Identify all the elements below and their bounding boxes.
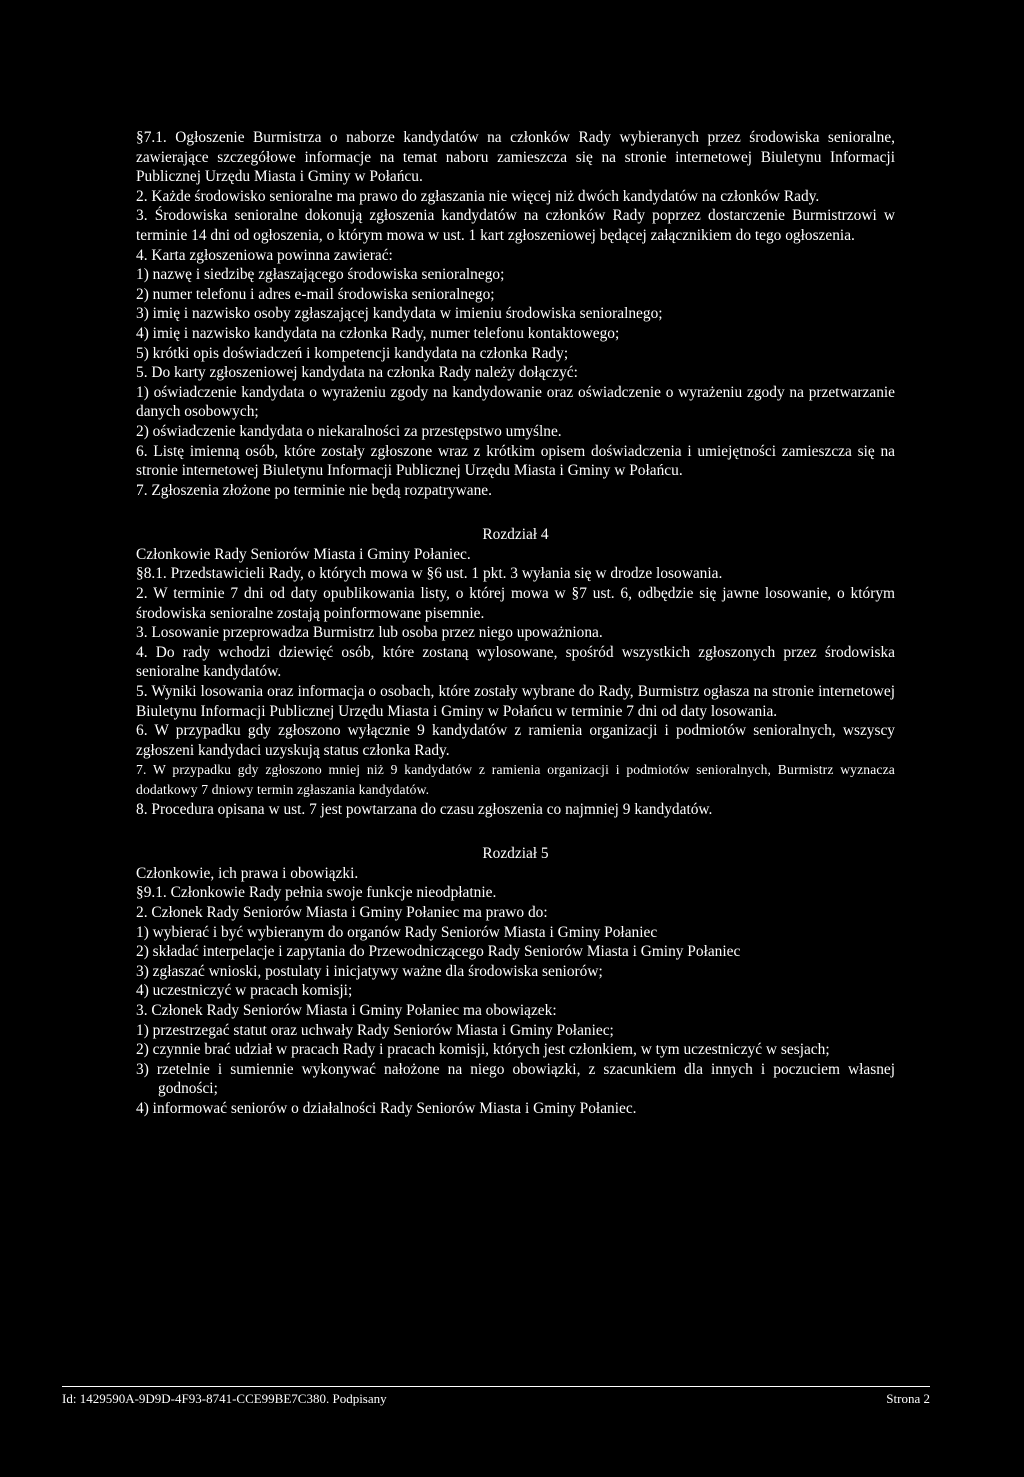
section-7-list-item: 4) imię i nazwisko kandydata na członka Rady, numer telefonu kontaktowego;: [136, 324, 620, 342]
section-7-list-item: 1) nazwę i siedzibę zgłaszającego środowiska senioralnego;: [136, 266, 505, 284]
section-7-paragraph-4: 4. Karta zgłoszeniowa powinna zawierać:: [136, 246, 393, 264]
section-8-paragraph-6: 6. W przypadku gdy zgłoszono wyłącznie 9 kandydatów z ramienia organizacji i podmiotów senioralnych, wszyscy zgłoszeni kandydaci uzyskują status członka Rady.: [136, 722, 895, 759]
section-9-list-item: 3) rzetelnie i sumiennie wykonywać nałożone na niego obowiązki, z szacunkiem dla innych i poczuciem własnej godności;: [136, 1060, 895, 1098]
section-9-paragraph-3: 3. Członek Rady Seniorów Miasta i Gminy Połaniec ma obowiązek:: [136, 1001, 557, 1019]
section-7-paragraph-2: 2. Każde środowisko senioralne ma prawo do zgłaszania nie więcej niż dwóch kandydatów na członków Rady.: [136, 187, 820, 205]
section-8-paragraph-3: 3. Losowanie przeprowadza Burmistrz lub osoba przez niego upoważniona.: [136, 624, 603, 642]
footer-divider: [62, 1386, 930, 1387]
section-9-list-item: 1) wybierać i być wybieranym do organów Rady Seniorów Miasta i Gminy Połaniec: [136, 923, 658, 941]
section-7-paragraph-3: 3. Środowiska senioralne dokonują zgłoszenia kandydatów na członków Rady poprzez dostarczenie Burmistrzowi w terminie 14 dni od ogłoszenia, o którym mowa w ust. 1 kart zgłoszeniowej będącej załącznikiem do tego ogłoszenia.: [136, 207, 895, 244]
section-7-list-item: 2) numer telefonu i adres e-mail środowiska senioralnego;: [136, 285, 495, 303]
section-9-list-item: 3) zgłaszać wnioski, postulaty i inicjatywy ważne dla środowiska seniorów;: [136, 962, 603, 980]
section-9-paragraph-1: §9.1. Członkowie Rady pełnia swoje funkcje nieodpłatnie.: [136, 884, 497, 902]
section-7-paragraph-1: §7.1. Ogłoszenie Burmistrza o naborze kandydatów na członków Rady wybieranych przez środowiska senioralne, zawierające szczegółowe informacje na temat naboru zamieszcza się na stronie internetowej Biuletynu Informacji Publicznej Urzędu Miasta i Gminy w Połańcu.: [136, 129, 895, 186]
section-7-list-item: 2) oświadczenie kandydata o niekaralności za przestępstwo umyślne.: [136, 422, 562, 440]
section-8-paragraph-8: 8. Procedura opisana w ust. 7 jest powtarzana do czasu zgłoszenia co najmniej 9 kandydatów.: [136, 800, 713, 818]
section-9-list-item: 2) składać interpelacje i zapytania do Przewodniczącego Rady Seniorów Miasta i Gminy Połaniec: [136, 943, 741, 961]
footer-page-number: Strona 2: [886, 1391, 930, 1406]
section-9-paragraph-2: 2. Członek Rady Seniorów Miasta i Gminy Połaniec ma prawo do:: [136, 903, 548, 921]
section-7-paragraph-7: 7. Zgłoszenia złożone po terminie nie będą rozpatrywane.: [136, 481, 492, 499]
section-7-list-item: 5) krótki opis doświadczeń i kompetencji kandydata na członka Rady;: [136, 344, 569, 362]
chapter-4-heading: Rozdział 4: [482, 526, 549, 544]
section-7-list-item: 3) imię i nazwisko osoby zgłaszającej kandydata w imieniu środowiska senioralnego;: [136, 305, 663, 323]
section-8-paragraph-5: 5. Wyniki losowania oraz informacja o osobach, które zostały wybrane do Rady, Burmistrz ogłasza na stronie internetowej Biuletynu Informacji Publicznej Urzędu Miasta i Gminy w Połańcu w terminie 7 dni od daty losowania.: [136, 683, 895, 720]
section-7-paragraph-6: 6. Listę imienną osób, które zostały zgłoszone wraz z krótkim opisem doświadczenia i umiejętności zamieszcza się na stronie internetowej Biuletynu Informacji Publicznej Urzędu Miasta i Gminy w Połańcu.: [136, 442, 895, 480]
section-8-paragraph-7: 7. W przypadku gdy zgłoszono mniej niż 9 kandydatów z ramienia organizacji i podmiotów senioralnych, Burmistrz wyznacza dodatkowy 7 dniowy termin zgłaszania kandydatów.: [136, 762, 895, 797]
section-9-list-item: 4) uczestniczyć w pracach komisji;: [136, 982, 353, 1000]
chapter-5-heading: Rozdział 5: [482, 845, 549, 863]
section-7-list-item: 1) oświadczenie kandydata o wyrażeniu zgody na kandydowanie oraz oświadczenie o wyrażeniu zgody na przetwarzanie danych osobowych;: [136, 383, 895, 421]
document-body: [136, 128, 895, 1119]
footer-document-id: Id: 1429590A-9D9D-4F93-8741-CCE99BE7C380. Podpisany: [62, 1391, 387, 1406]
section-9-list-item: 2) czynnie brać udział w pracach Rady i pracach komisji, których jest członkiem, w tym uczestniczyć w sesjach;: [136, 1041, 830, 1059]
spacer: [136, 500, 895, 519]
section-9-list-item: 1) przestrzegać statut oraz uchwały Rady Seniorów Miasta i Gminy Połaniec;: [136, 1021, 614, 1039]
section-7-paragraph-5: 5. Do karty zgłoszeniowej kandydata na członka Rady należy dołączyć:: [136, 364, 578, 382]
spacer: [136, 819, 895, 838]
section-8-paragraph-4: 4. Do rady wchodzi dziewięć osób, które zostaną wylosowane, spośród wszystkich zgłoszonych przez środowiska senioralne kandydatów.: [136, 643, 895, 681]
section-9-list-item: 4) informować seniorów o działalności Rady Seniorów Miasta i Gminy Połaniec.: [136, 1099, 637, 1117]
chapter-4-title: Członkowie Rady Seniorów Miasta i Gminy Połaniec.: [136, 545, 471, 563]
section-8-paragraph-1: §8.1. Przedstawicieli Rady, o których mowa w §6 ust. 1 pkt. 3 wyłania się w drodze losowania.: [136, 565, 723, 583]
section-8-paragraph-2: 2. W terminie 7 dni od daty opublikowania listy, o której mowa w §7 ust. 6, odbędzie się jawne losowanie, o którym środowiska senioralne zostają poinformowane pisemnie.: [136, 585, 895, 622]
chapter-5-title: Członkowie, ich prawa i obowiązki.: [136, 864, 359, 882]
